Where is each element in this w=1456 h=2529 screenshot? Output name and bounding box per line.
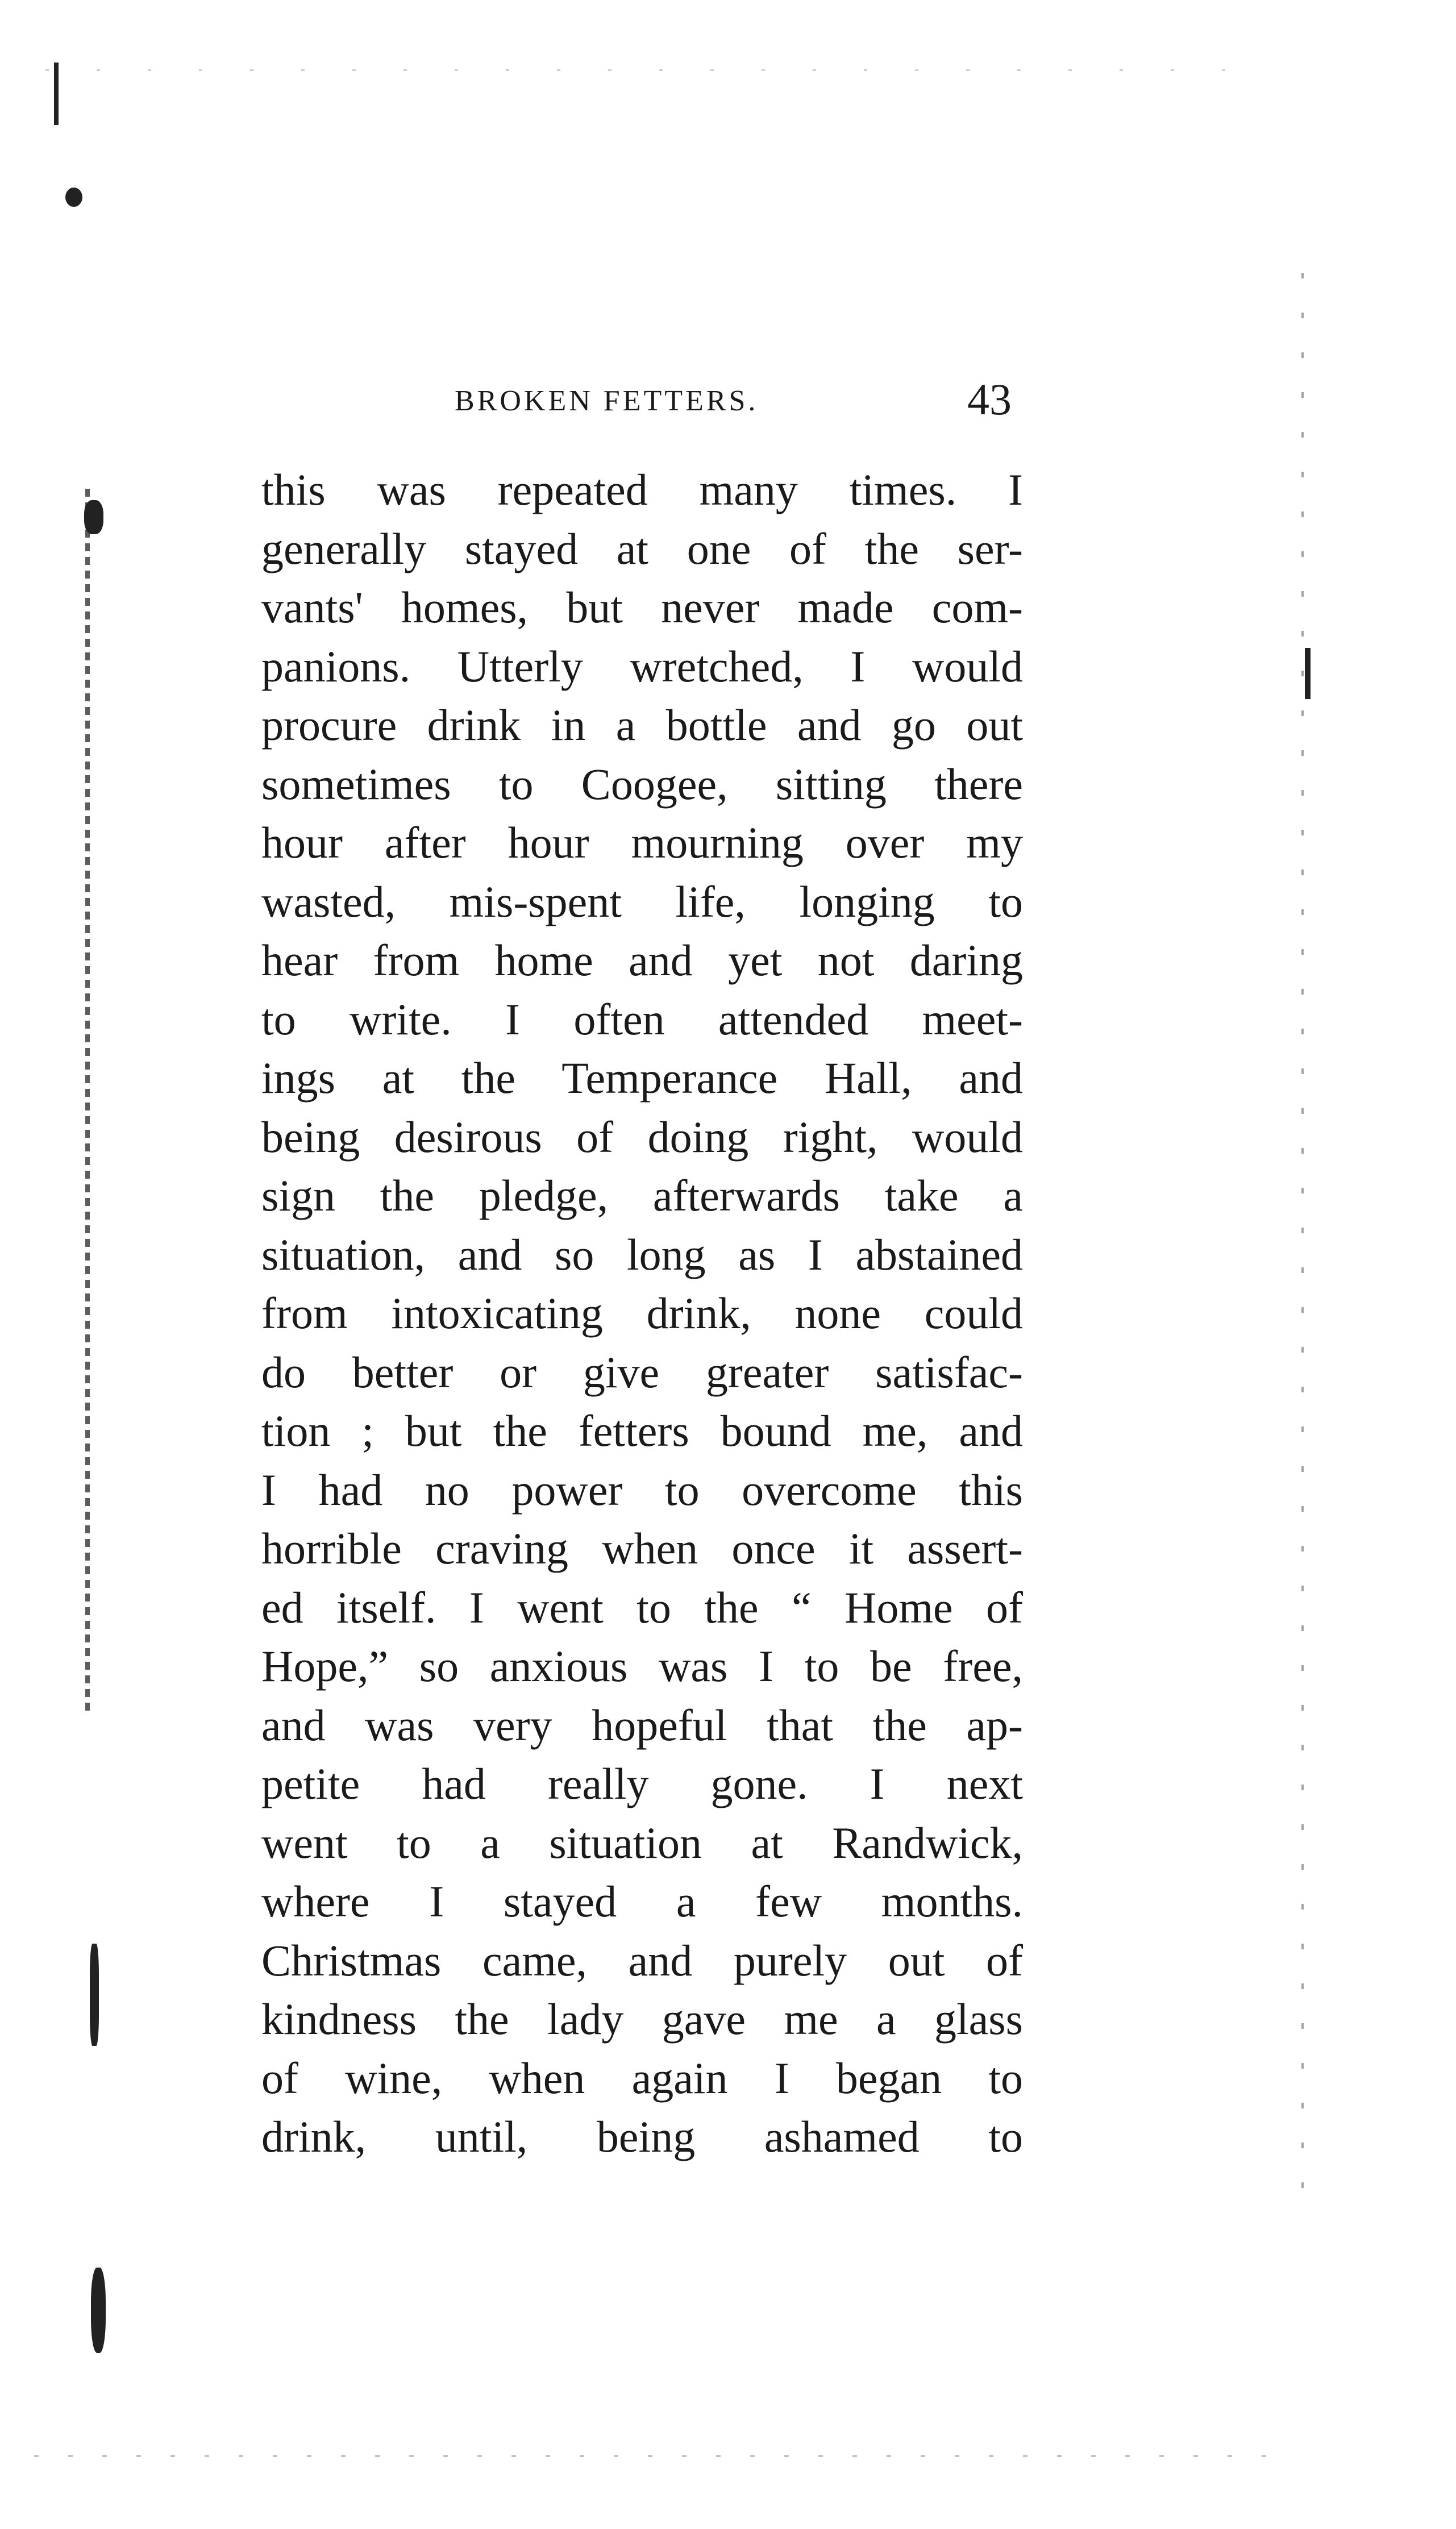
body-text: [261, 460, 1023, 2166]
text-line: Hope,” so anxious was I to be free,: [261, 1641, 1023, 1691]
text-line: situation, and so long as I abstained: [261, 1229, 1023, 1279]
text-line: kindness the lady gave me a glass: [261, 1994, 1023, 2044]
scan-binding-edge: [85, 489, 90, 1711]
text-line: Christmas came, and purely out of: [261, 1935, 1023, 1985]
scan-top-edge: [45, 69, 1239, 71]
scan-mark-top-left: [54, 63, 59, 125]
text-line: ed itself. I went to the “ Home of: [261, 1582, 1023, 1632]
text-line: generally stayed at one of the ser-: [261, 523, 1023, 573]
text-line: went to a situation at Randwick,: [261, 1817, 1023, 1867]
page-number: 43: [967, 375, 1012, 424]
text-line: hour after hour mourning over my: [261, 818, 1023, 867]
text-line: vants' homes, but never made com-: [261, 583, 1023, 632]
text-line: sometimes to Coogee, sitting there: [261, 759, 1023, 809]
text-line: petite had really gone. I next: [261, 1759, 1023, 1808]
text-line: sign the pledge, afterwards take a: [261, 1171, 1023, 1220]
text-line: horrible craving when once it assert-: [261, 1524, 1023, 1573]
text-line: do better or give greater satisfac-: [261, 1347, 1023, 1397]
text-line: ings at the Temperance Hall, and: [261, 1053, 1023, 1103]
text-line: this was repeated many times. I: [261, 465, 1023, 514]
text-line: procure drink in a bottle and go out: [261, 700, 1023, 750]
text-line: from intoxicating drink, none could: [261, 1288, 1023, 1338]
text-line: tion ; but the fetters bound me, and: [261, 1406, 1023, 1455]
text-line: panions. Utterly wretched, I would: [261, 641, 1023, 691]
text-line: wasted, mis-spent life, longing to: [261, 876, 1023, 926]
running-title: BROKEN FETTERS.: [455, 385, 759, 417]
text-line: of wine, when again I began to: [261, 2053, 1023, 2103]
text-line: I had no power to overcome this: [261, 1465, 1023, 1515]
text-line: and was very hopeful that the ap-: [261, 1700, 1023, 1750]
scan-right-edge: [1301, 273, 1304, 2205]
text-line: where I stayed a few months.: [261, 1877, 1023, 1926]
text-line: to write. I often attended meet-: [261, 994, 1023, 1044]
scan-mark-top-left-blot: [65, 188, 82, 207]
text-line: hear from home and yet not daring: [261, 935, 1023, 985]
scan-bottom-edge: [34, 2455, 1284, 2457]
scan-mark-lower-left: [90, 1944, 99, 2046]
scan-mark-bottom-left: [91, 2268, 106, 2353]
text-line: drink, until, being ashamed to: [261, 2112, 1023, 2161]
scan-mark-right: [1305, 648, 1311, 699]
running-header: [455, 369, 1012, 432]
scan-mark-left-blot: [84, 500, 103, 534]
text-line: being desirous of doing right, would: [261, 1112, 1023, 1162]
